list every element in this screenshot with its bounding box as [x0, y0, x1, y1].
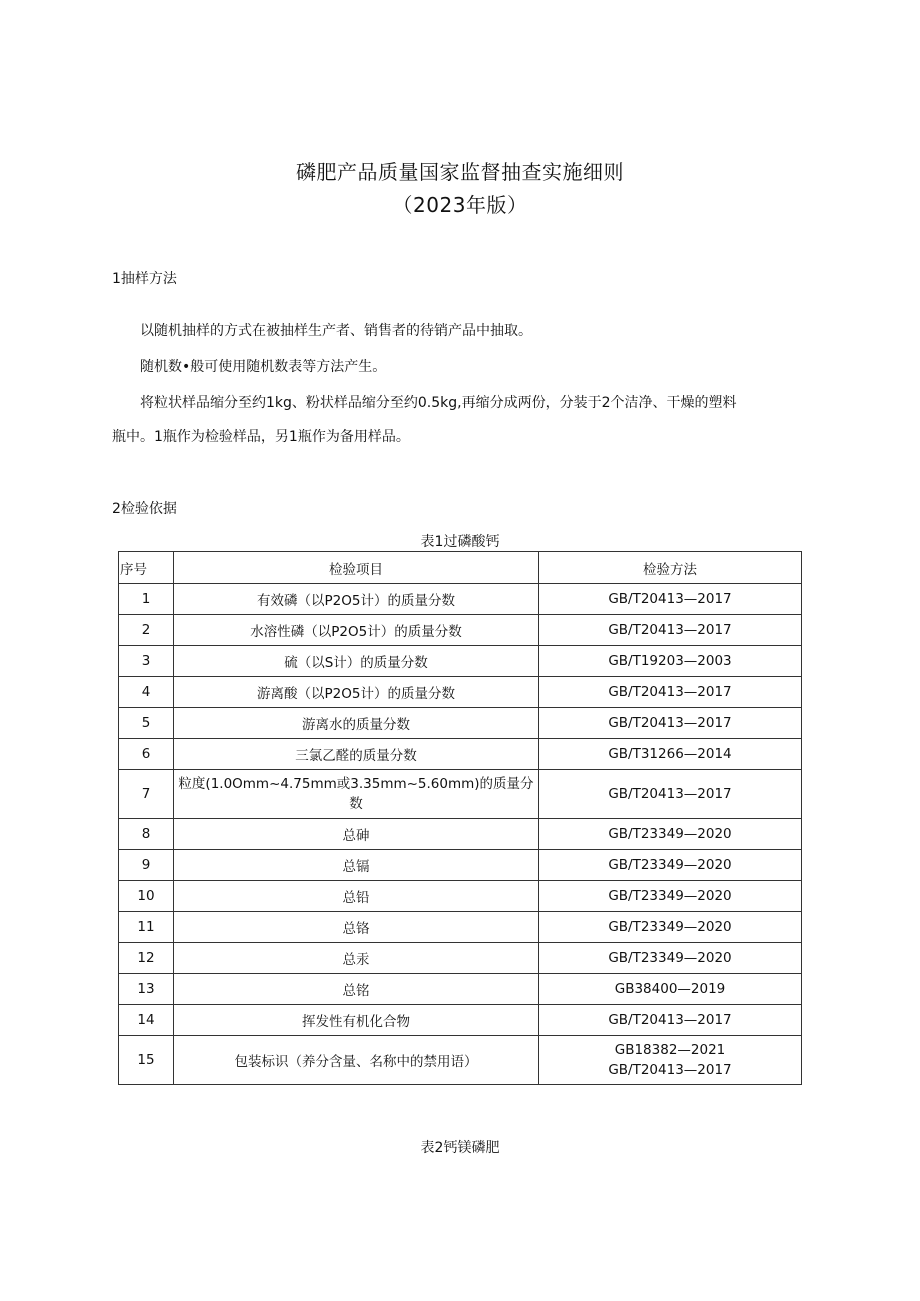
- table-caption: 表1过磷酸钙: [420, 534, 500, 550]
- row-index: 2: [119, 615, 174, 646]
- table-row: [119, 974, 802, 1005]
- row-item: 游离酸（以P2O5计）的质量分数: [174, 677, 539, 708]
- table-row: [119, 819, 802, 850]
- table-header-row: [119, 552, 802, 584]
- row-item: 总砷: [174, 819, 539, 850]
- table-row: [119, 739, 802, 770]
- row-item: 挥发性有机化合物: [174, 1005, 539, 1036]
- paragraph: 随机数•般可使用随机数表等方法产生。: [140, 359, 387, 375]
- table-row: [119, 912, 802, 943]
- row-index: 10: [119, 881, 174, 912]
- table-row: [119, 943, 802, 974]
- row-item: 总镉: [174, 850, 539, 881]
- header-index: 序号: [119, 552, 174, 584]
- row-method: GB/T23349—2020: [539, 850, 802, 881]
- table-row: [119, 770, 802, 819]
- row-method: [539, 1036, 802, 1085]
- row-item: 游离水的质量分数: [174, 708, 539, 739]
- method-standard: GB18382—2021: [614, 1042, 726, 1058]
- row-index: 12: [119, 943, 174, 974]
- row-index: 9: [119, 850, 174, 881]
- table-row: [119, 881, 802, 912]
- row-index: 13: [119, 974, 174, 1005]
- row-item: 有效磷（以P2O5计）的质量分数: [174, 584, 539, 615]
- row-method: GB/T31266—2014: [539, 739, 802, 770]
- paragraph: 将粒状样品缩分至约1kg、粉状样品缩分至约0.5kg,再缩分成两份，分装于2个洁净、干燥的塑料: [140, 395, 737, 411]
- row-method: GB/T20413—2017: [539, 584, 802, 615]
- document-title: 磷肥产品质量国家监督抽查实施细则: [296, 160, 624, 184]
- table-row: [119, 850, 802, 881]
- row-item: 总铅: [174, 881, 539, 912]
- row-index: 15: [119, 1036, 174, 1085]
- section-heading-inspection-basis: 2检验依据: [112, 501, 177, 517]
- row-method: GB/T20413—2017: [539, 1005, 802, 1036]
- row-index: 5: [119, 708, 174, 739]
- document-edition: （2023年版）: [392, 193, 528, 217]
- table-row: [119, 1005, 802, 1036]
- paragraph: 瓶中。1瓶作为检验样品，另1瓶作为备用样品。: [112, 429, 410, 445]
- row-item: 硫（以S计）的质量分数: [174, 646, 539, 677]
- row-method: GB38400—2019: [539, 974, 802, 1005]
- row-method: GB/T20413—2017: [539, 770, 802, 819]
- row-method: GB/T19203—2003: [539, 646, 802, 677]
- row-item: 三氯乙醛的质量分数: [174, 739, 539, 770]
- paragraph: 以随机抽样的方式在被抽样生产者、销售者的待销产品中抽取。: [140, 323, 532, 339]
- row-index: 11: [119, 912, 174, 943]
- row-item: 总铬: [174, 912, 539, 943]
- row-item: 包装标识（养分含量、名称中的禁用语）: [174, 1036, 539, 1085]
- row-method: GB/T23349—2020: [539, 881, 802, 912]
- header-item: 检验项目: [174, 552, 539, 584]
- table-row: [119, 708, 802, 739]
- table-row: [119, 615, 802, 646]
- row-method: GB/T23349—2020: [539, 943, 802, 974]
- row-item: 粒度(1.0Omm~4.75mm或3.35mm~5.60mm)的质量分数: [174, 770, 539, 819]
- row-method: GB/T23349—2020: [539, 819, 802, 850]
- row-index: 7: [119, 770, 174, 819]
- header-method: 检验方法: [539, 552, 802, 584]
- row-method: GB/T20413—2017: [539, 615, 802, 646]
- row-item: 水溶性磷（以P2O5计）的质量分数: [174, 615, 539, 646]
- row-item: 总铭: [174, 974, 539, 1005]
- section-heading-sampling: 1抽样方法: [112, 271, 177, 287]
- row-index: 4: [119, 677, 174, 708]
- method-standard: GB/T20413—2017: [608, 1062, 732, 1078]
- row-index: 6: [119, 739, 174, 770]
- row-index: 3: [119, 646, 174, 677]
- table-row: [119, 584, 802, 615]
- table-row: [119, 646, 802, 677]
- table-row: [119, 677, 802, 708]
- row-method: GB/T20413—2017: [539, 677, 802, 708]
- row-index: 8: [119, 819, 174, 850]
- row-item: 总汞: [174, 943, 539, 974]
- row-index: 1: [119, 584, 174, 615]
- table-row: [119, 1036, 802, 1085]
- row-method: GB/T20413—2017: [539, 708, 802, 739]
- row-method: GB/T23349—2020: [539, 912, 802, 943]
- row-index: 14: [119, 1005, 174, 1036]
- table-caption: 表2钙镁磷肥: [420, 1140, 500, 1156]
- inspection-table: [118, 551, 802, 1085]
